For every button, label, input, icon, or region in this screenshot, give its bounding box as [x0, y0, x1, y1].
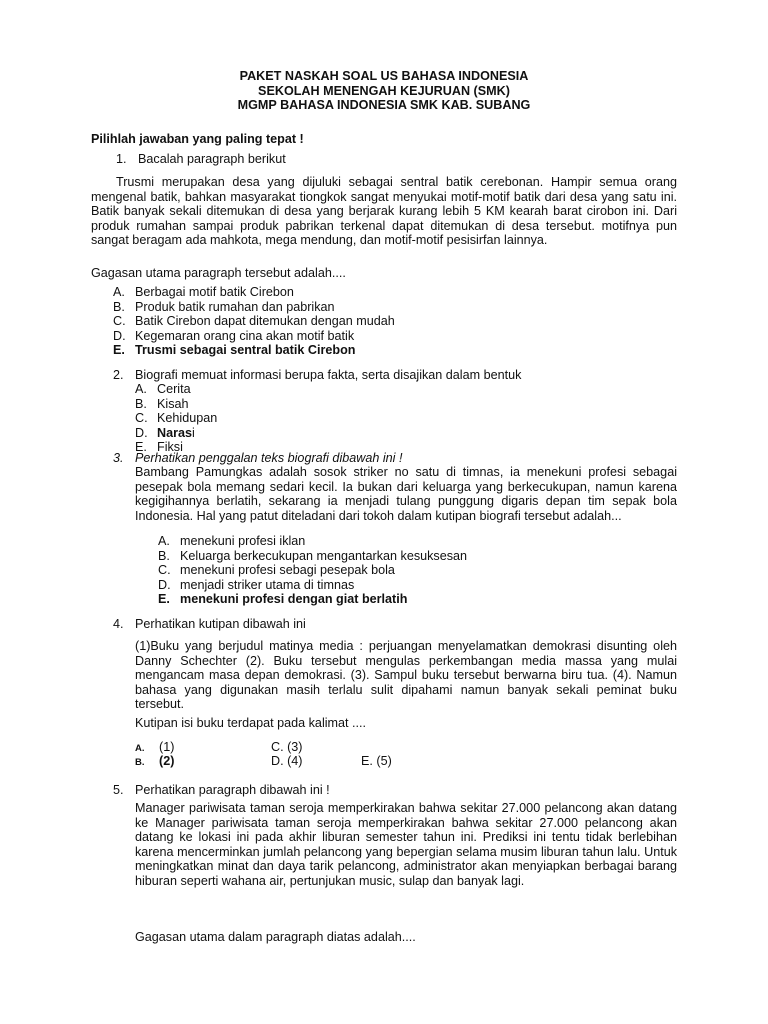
option-d-answer: [135, 426, 217, 441]
question-4-prompt: [113, 617, 306, 631]
instruction: Pilihlah jawaban yang paling tepat !: [91, 132, 304, 146]
question-number: 3.: [113, 451, 124, 465]
option-letter: C.: [113, 314, 126, 328]
header-title: PAKET NASKAH SOAL US BAHASA INDONESIA: [239, 69, 529, 83]
question-3-passage: Bambang Pamungkas adalah sosok striker no satu di timnas, ia menekuni profesi sebagai pesepak bola memang sedari kecil. Ia bukan dari keluarga yang berkecukupan, namun karena kegigihannya berlatih, sekarang ia menjadi tulang punggung digaris depan tim sepak bola Indonesia. Hal yang patut diteladani dari tokoh dalam kutipan biografi tersebut adalah...: [135, 465, 677, 523]
option-text: Keluarga berkecukupan mengantarkan kesuksesan: [180, 548, 468, 563]
question-5-question: Gagasan utama dalam paragraph diatas adalah....: [135, 930, 416, 944]
option-c: [113, 314, 395, 329]
option-text: menekuni profesi sebagi pesepak bola: [180, 563, 395, 577]
question-1-prompt: [116, 152, 286, 166]
question-4-option-a: [135, 740, 174, 754]
question-4-option-c: C. (3): [271, 740, 303, 754]
option-text: Cerita: [157, 382, 191, 396]
option-d: [158, 578, 467, 593]
header-school: SEKOLAH MENENGAH KEJURUAN (SMK): [258, 83, 510, 98]
question-3-options: [158, 534, 467, 607]
option-letter: A.: [135, 743, 145, 754]
option-text: (2): [159, 754, 175, 768]
option-letter: C.: [135, 411, 148, 425]
prompt-text: Biografi memuat informasi berupa fakta, serta disajikan dalam bentuk: [135, 368, 522, 382]
option-letter: C.: [158, 563, 171, 577]
option-text: Produk batik rumahan dan pabrikan: [135, 299, 335, 314]
question-1-options: [113, 285, 395, 358]
prompt-text: Perhatikan paragraph dibawah ini !: [135, 783, 330, 797]
option-text: (1): [159, 740, 175, 754]
option-letter: B.: [135, 396, 147, 411]
question-1-question: Gagasan utama paragraph tersebut adalah....: [91, 266, 346, 280]
question-4-question: Kutipan isi buku terdapat pada kalimat ....: [135, 716, 367, 730]
option-e-answer: [158, 592, 467, 607]
option-text: Kegemaran orang cina akan motif batik: [135, 328, 355, 343]
option-letter: A.: [113, 285, 125, 299]
question-number: 2.: [113, 368, 124, 382]
question-number: 1.: [116, 152, 127, 166]
question-4-passage: (1)Buku yang berjudul matinya media : perjuangan menyelamatkan demokrasi disunting oleh Danny Schechter (2). Buku tersebut mengulas perkembangan media massa yang mulai mengancam masa depan demokrasi. (3). Sampul buku tersebut berwarna biru tua. (4). Namun bahasa yang digunakan masih terlalu sulit dipahami namun banyak sekali peminat buku tersebut.: [135, 639, 677, 712]
option-text: Kisah: [157, 396, 189, 411]
option-letter: B.: [135, 757, 145, 768]
option-c: [135, 411, 217, 426]
question-2-prompt: [113, 368, 521, 382]
option-text-rest: i: [192, 425, 195, 440]
option-b: [158, 549, 467, 564]
option-text: Batik Cirebon dapat ditemukan dengan mudah: [135, 314, 395, 328]
option-c: [158, 563, 467, 578]
option-letter: E.: [158, 592, 170, 606]
option-text: Fiksi: [157, 440, 183, 454]
option-e-answer: [113, 343, 395, 358]
question-4-option-d: D. (4): [271, 754, 303, 768]
option-text: Kehidupan: [157, 411, 218, 425]
prompt-text: Bacalah paragraph berikut: [138, 152, 286, 166]
option-letter: B.: [158, 548, 170, 563]
option-letter: A.: [158, 534, 170, 548]
option-text-bold: Naras: [157, 425, 193, 440]
option-text: Trusmi sebagai sentral batik Cirebon: [135, 343, 356, 357]
header-mgmp: MGMP BAHASA INDONESIA SMK KAB. SUBANG: [237, 98, 531, 112]
question-4-option-b-answer: [135, 754, 174, 768]
document-header: [0, 69, 768, 113]
passage-text: Trusmi merupakan desa yang dijuluki sebagai sentral batik cerebonan. Hampir semua orang mengenal batik, bahkan masyarakat tiongkok sangat menyukai motif-motif batik dari desa yang satu ini. Batik banyak sekali ditemukan di desa yang berjarak kurang lebih 5 KM kearah barat cirobon ini. Dari produk rumahan sampai produk pabrikan terkenal dapat ditemukan di desa tersebut. motifnya pun sangat beragam ada mahkota, mega mendung, dan motif-motif pesisirfan lainnya.: [91, 175, 677, 248]
option-text: menekuni profesi iklan: [180, 534, 306, 548]
question-number: 5.: [113, 783, 124, 797]
option-letter: E.: [113, 343, 125, 357]
question-4-option-e: E. (5): [361, 754, 392, 768]
option-d: [113, 329, 395, 344]
option-letter: B.: [113, 299, 125, 314]
question-5-passage: Manager pariwisata taman seroja memperkirakan bahwa sekitar 27.000 pelancong akan datang ke Manager pariwisata taman seroja memperkirakan bahwa sekitar 27.000 pelancong akan datang ke lokasi ini pada akhir liburan semester tahun ini. Prediksi ini tentu tidak berlebihan karena mencerminkan jumlah pelancong yang bepergian selama musim liburan tahun lalu. Untuk meningkatkan minat dan daya tarik pelancong, administrator akan menyiapkan berbagai barang hiburan seperti wahana air, pertunjukan music, sulap dan banyak lagi.: [135, 801, 677, 888]
option-letter: D.: [135, 425, 148, 440]
question-5-prompt: [113, 783, 330, 797]
option-a: [113, 285, 395, 300]
question-2-options: [135, 382, 217, 455]
option-letter: A.: [135, 382, 147, 396]
option-b: [113, 300, 395, 315]
prompt-text: Perhatikan kutipan dibawah ini: [135, 617, 306, 631]
question-number: 4.: [113, 617, 124, 631]
prompt-text: Perhatikan penggalan teks biografi dibawah ini !: [135, 451, 403, 465]
option-letter: E.: [135, 440, 147, 454]
option-text: Berbagai motif batik Cirebon: [135, 285, 294, 299]
question-3-prompt: [113, 451, 402, 465]
option-text: menekuni profesi dengan giat berlatih: [180, 592, 408, 606]
option-a: [158, 534, 467, 549]
option-a: [135, 382, 217, 397]
option-b: [135, 397, 217, 412]
option-letter: D.: [113, 328, 126, 343]
question-1-passage: [91, 175, 677, 248]
option-letter: D.: [158, 577, 171, 592]
option-text: menjadi striker utama di timnas: [180, 577, 355, 592]
